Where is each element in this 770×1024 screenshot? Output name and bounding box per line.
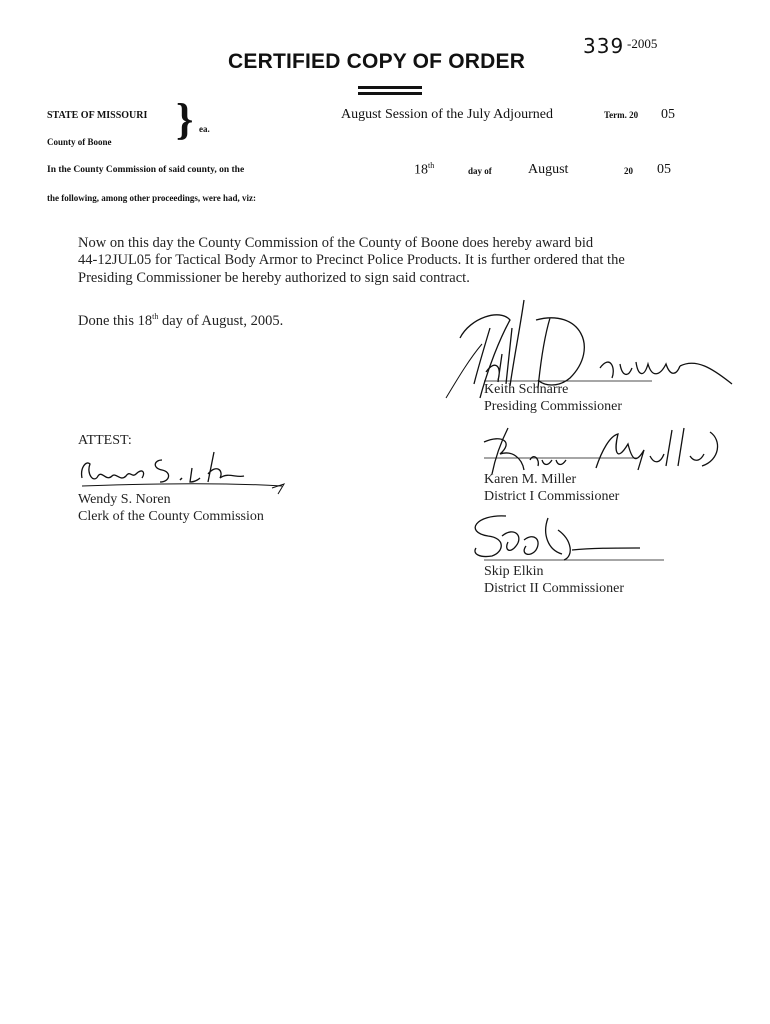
- body-line-3: Presiding Commissioner be hereby authorized to sign said contract.: [78, 270, 470, 286]
- done-line: Done this 18th day of August, 2005.: [78, 312, 284, 329]
- state-label: STATE OF MISSOURI: [47, 110, 148, 121]
- term-label: Term. 20: [604, 110, 639, 120]
- body-line-1: Now on this day the County Commission of the County of Boone does hereby award bid: [78, 235, 594, 251]
- year-value: 05: [657, 162, 671, 177]
- month-value: August: [528, 162, 569, 177]
- attest-label: ATTEST:: [78, 433, 132, 448]
- title-rule-top: [358, 86, 422, 89]
- clerk-title: Clerk of the County Commission: [78, 509, 264, 524]
- session-text: August Session of the July Adjourned: [341, 107, 553, 122]
- day-value: 18th: [414, 161, 435, 178]
- presiding-commissioner-title: Presiding Commissioner: [484, 399, 623, 414]
- clerk-name: Wendy S. Noren: [78, 492, 171, 507]
- page-title: CERTIFIED COPY OF ORDER: [228, 50, 526, 73]
- district-one-commissioner-title: District I Commissioner: [484, 489, 620, 504]
- body-line-2: 44-12JUL05 for Tactical Body Armor to Precinct Police Products. It is further ordered that the: [78, 252, 625, 268]
- proceedings-line: the following, among other proceedings, were had, viz:: [47, 193, 256, 203]
- term-value: 05: [661, 107, 675, 122]
- county-label: County of Boone: [47, 137, 112, 147]
- district-two-commissioner-name: Skip Elkin: [484, 564, 544, 579]
- title-rule-bottom: [358, 92, 422, 95]
- district-two-commissioner-title: District II Commissioner: [484, 581, 624, 596]
- district-two-commissioner-signature: [462, 510, 672, 570]
- handwritten-order-number: 339: [583, 34, 625, 58]
- day-of-label: day of: [468, 166, 492, 176]
- clerk-signature: [76, 448, 296, 498]
- district-one-commissioner-signature: [478, 420, 728, 480]
- presiding-commissioner-name: Keith Schnarre: [484, 382, 569, 397]
- year-label: 20: [624, 166, 633, 176]
- commission-line: In the County Commission of said county, on the: [47, 165, 245, 175]
- ss-label: ea.: [199, 124, 210, 134]
- order-year-suffix: -2005: [627, 36, 658, 51]
- district-one-commissioner-name: Karen M. Miller: [484, 472, 577, 487]
- caption-brace: }: [176, 95, 194, 144]
